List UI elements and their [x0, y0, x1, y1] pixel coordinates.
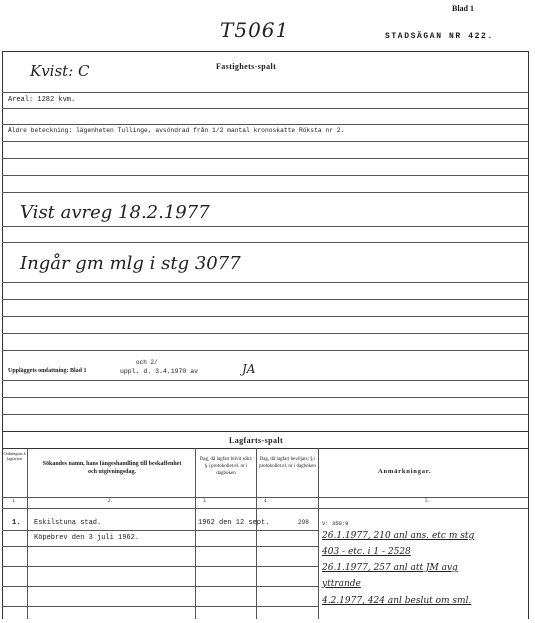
handwritten-avreg: Vist avreg 18.2.1977 — [20, 202, 210, 223]
col-header-anmarkningar: Anmärkningar. — [378, 468, 432, 475]
row-sokande-name: Eskilstuna stad. — [34, 519, 102, 527]
handwritten-ingar: Ingår gm mlg i stg 3077 — [20, 253, 241, 274]
col-number-line — [2, 497, 528, 498]
remark-entry: 26.1.1977, 257 anl att JM avg — [322, 563, 458, 573]
och-superscript: och 2/ — [136, 359, 158, 366]
col-header-ordningsnr: Ordningsnr å lagfarten — [3, 451, 26, 461]
rule-line — [2, 92, 528, 93]
upplagg-signature: JA — [242, 362, 256, 376]
rule-line — [2, 108, 528, 109]
header-top-line — [2, 448, 528, 449]
remark-entry: 403 - etc. i 1 - 2528 — [322, 547, 411, 557]
remark-entry: 4.2.1977, 424 anl beslut om sml. — [322, 596, 472, 606]
rule-line — [2, 299, 528, 300]
row-line — [2, 586, 318, 587]
row-reference: V: 350:9 — [322, 520, 349, 527]
rule-line — [2, 192, 528, 193]
col-line — [195, 448, 196, 619]
col-header-beviljats: Dag, då lagfart beviljats; § i protokollet el. nr i dagboken — [259, 457, 316, 469]
rule-line — [2, 316, 528, 317]
stadsagan-number: STADSÄGAN NR 422. — [385, 32, 494, 41]
handwritten-document-id: T5061 — [220, 18, 290, 42]
col-header-sokandes: Sökandes namn, hans fångeshandling till beskaffenhet och utgivningsdag. — [42, 461, 182, 475]
row-line — [2, 546, 318, 547]
col-line — [256, 448, 257, 619]
col-number: 2. — [108, 499, 112, 504]
remark-entry: 26.1.1977, 210 anl ans. etc m stg — [322, 531, 475, 541]
right-border — [528, 51, 529, 619]
blad-label: Blad 1 — [452, 4, 475, 13]
col-number: 1. — [12, 499, 16, 504]
header-bottom-line — [2, 508, 528, 509]
rule-line — [2, 414, 528, 415]
rule-line — [2, 282, 528, 283]
upplaggets-label: Uppläggets omfattning: Blad 1 — [8, 368, 87, 374]
section-divider — [2, 431, 528, 432]
row-date-sokt: 1962 den 12 sept. — [198, 519, 270, 527]
rule-line — [2, 380, 528, 381]
row-kopebrev: Köpebrev den 3 juli 1962. — [34, 534, 140, 542]
handwritten-kvarter: Kvist: C — [30, 62, 90, 80]
col-number: 4. — [264, 499, 268, 504]
rule-line — [2, 333, 528, 334]
row-ordningsnr: 1. — [12, 519, 21, 527]
rule-line — [2, 141, 528, 142]
rule-line — [2, 175, 528, 176]
areal-text: Areal: 1282 kvm. — [8, 96, 76, 104]
rule-line — [2, 158, 528, 159]
aldre-beteckning-text: Äldre beteckning: lägenheten Tullinge, avsöndrad från 1/2 mantal kronoskatte Röksta nr 2. — [8, 127, 345, 134]
row-line — [2, 530, 318, 531]
rule-line — [2, 124, 528, 125]
rule-line — [2, 350, 528, 351]
upplagg-date: uppl. d. 3.4.1970 av — [120, 368, 199, 375]
lagfart-title: Lagfarts-spalt — [229, 436, 284, 445]
col-number: 3. — [203, 499, 207, 504]
row-line — [2, 566, 318, 567]
rule-line — [2, 397, 528, 398]
fastighet-title: Fastighets-spalt — [216, 62, 277, 71]
row-line — [2, 606, 318, 607]
col-line — [318, 448, 319, 619]
row-protocol-number: 298 — [298, 519, 309, 526]
rule-line — [2, 226, 528, 227]
col-header-sokt: Dag, då lagfart blivit sökt; § i protokollet el. nr i dagboken — [199, 457, 253, 476]
col-line — [27, 448, 28, 619]
col-number: 5. — [425, 499, 429, 504]
remark-entry: yttrande — [322, 579, 361, 589]
rule-line — [2, 242, 528, 243]
